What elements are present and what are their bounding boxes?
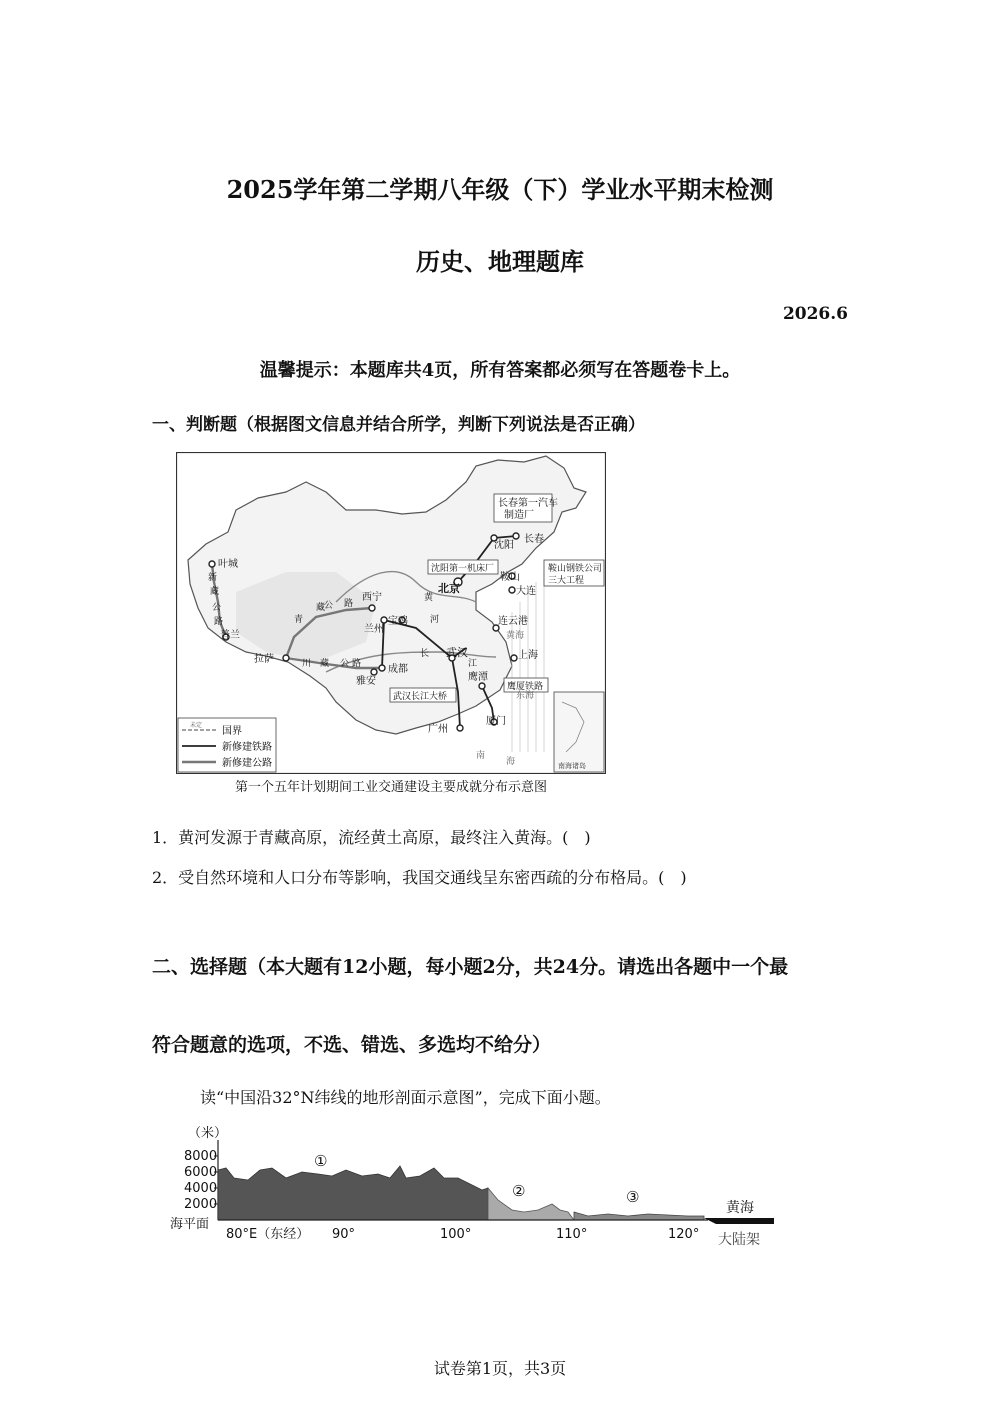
xtick-80: 80°E（东经）: [226, 1227, 310, 1242]
xtick-100: 100°: [440, 1227, 472, 1242]
section2-heading-line1: 二、选择题（本大题有12小题，每小题2分，共24分。请选出各题中一个最: [152, 956, 789, 978]
legend-border: 国界: [222, 726, 242, 737]
ytick-4000: 4000: [184, 1181, 218, 1196]
map-caption: 第一个五年计划期间工业交通建设主要成就分布示意图: [234, 780, 547, 795]
terrain-profile-32n: [168, 1120, 780, 1255]
terrain-region-3: [574, 1212, 704, 1220]
page-footer: 试卷第1页，共3页: [433, 1359, 567, 1378]
label-anshan: 鞍山: [500, 572, 520, 583]
shelf-label: 大陆架: [718, 1232, 760, 1248]
xtick-110: 110°: [556, 1227, 588, 1242]
label-xiamen: 厦门: [486, 716, 506, 727]
sea-label: 黄海: [726, 1200, 754, 1216]
label-jiang: 江: [468, 659, 478, 669]
label-dalian: 大连: [516, 586, 536, 597]
label-lanzhou: 兰州: [364, 624, 384, 635]
label-chuanzang-4: 路: [352, 659, 362, 669]
label-he: 河: [430, 615, 440, 625]
map-legend: [178, 718, 276, 772]
label-qingzang-4: 路: [344, 599, 354, 609]
xtick-120: 120°: [668, 1227, 700, 1242]
label-shenyang: 沈阳: [494, 540, 514, 551]
label-xining: 西宁: [362, 592, 382, 603]
label-xinzang-2: 藏: [210, 587, 220, 597]
label-guangzhou: 广州: [428, 724, 448, 735]
label-wuhan: 武汉: [446, 646, 468, 659]
label-yingtan: 鹰潭: [468, 672, 488, 683]
label-xinzang-4: 路: [214, 617, 224, 627]
label-yecheng: 叶城: [218, 559, 238, 570]
question-2: 2．受自然环境和人口分布等影响，我国交通线呈东密西疏的分布格局。( ): [152, 868, 687, 887]
label-baoji: 宝鸡: [388, 616, 408, 627]
legend-sample: 未定: [190, 722, 203, 729]
label-changchun-box-2: 制造厂: [504, 510, 534, 521]
label-lasa: 拉萨: [254, 654, 274, 665]
legend-highway: 新修建公路: [222, 758, 272, 769]
label-anshan-box-1: 鞍山钢铁公司: [548, 564, 603, 574]
label-qingzang-3: 公: [324, 601, 334, 611]
label-chuanzang-2: 藏: [320, 659, 330, 669]
section1-heading: 一、判断题（根据图文信息并结合所学，判断下列说法是否正确）: [152, 415, 645, 435]
label-inset: 南海诸岛: [558, 762, 586, 770]
label-chuanzang-1: 川: [302, 659, 312, 669]
ytick-2000: 2000: [184, 1197, 218, 1212]
label-donghai: 东海: [516, 691, 535, 701]
label-shenyang-box: 沈阳第一机床厂: [431, 564, 495, 574]
label-xinzang-1: 新: [208, 573, 218, 583]
xtick-90: 90°: [332, 1227, 356, 1242]
legend-railway: 新修建铁路: [222, 742, 272, 753]
label-wuhan-box: 武汉长江大桥: [393, 692, 448, 702]
exam-title: 2025学年第二学期八年级（下）学业水平期末检测: [226, 175, 774, 204]
terrain-region-1: [218, 1166, 488, 1220]
label-chengdu: 成都: [388, 664, 408, 675]
label-changchun: 长春: [524, 534, 544, 545]
ytick-6000: 6000: [184, 1165, 218, 1180]
read-instruction: 读“中国沿32°N纬线的地形剖面示意图”，完成下面小题。: [200, 1088, 611, 1107]
label-changchun-box-1: 长春第一汽车: [498, 498, 558, 509]
label-qingzang-2: 藏: [316, 603, 326, 613]
label-yaan: 雅安: [356, 676, 376, 687]
china-first-five-year-plan-map: [176, 452, 606, 774]
ytick-8000: 8000: [184, 1149, 218, 1164]
label-chang: 长: [420, 649, 430, 659]
label-xinzang-3: 公: [212, 603, 222, 613]
exam-subtitle: 历史、地理题库: [416, 247, 584, 276]
profile-unit: （米）: [188, 1126, 228, 1141]
label-hai: 海: [506, 757, 516, 767]
label-huang: 黄: [424, 593, 434, 603]
label-pulan: 普兰: [220, 630, 240, 641]
marker-1: ①: [314, 1152, 328, 1170]
terrain-region-2: [488, 1188, 574, 1220]
marker-2: ②: [512, 1182, 526, 1200]
label-yingxia-box: 鹰厦铁路: [507, 682, 544, 692]
label-chuanzang-3: 公: [340, 659, 350, 669]
label-qingzang-1: 青: [294, 615, 304, 625]
label-lianyungang: 连云港: [498, 616, 528, 627]
label-beijing: 北京: [438, 582, 460, 595]
continental-shelf: [704, 1218, 774, 1224]
question-1: 1．黄河发源于青藏高原，流经黄土高原，最终注入黄海。( ): [152, 828, 591, 847]
label-anshan-box-2: 三大工程: [548, 576, 585, 586]
marker-3: ③: [626, 1188, 640, 1206]
label-nanhai: 南: [476, 751, 486, 761]
warm-tip: 温馨提示：本题库共4页，所有答案都必须写在答题卷卡上。: [259, 360, 741, 381]
label-huanghai: 黄海: [506, 631, 525, 641]
sea-level-label: 海平面: [170, 1217, 210, 1232]
section2-heading-line2: 符合题意的选项，不选、错选、多选均不给分）: [152, 1034, 552, 1056]
exam-date: 2026.6: [782, 304, 848, 324]
label-shanghai: 上海: [518, 650, 538, 661]
